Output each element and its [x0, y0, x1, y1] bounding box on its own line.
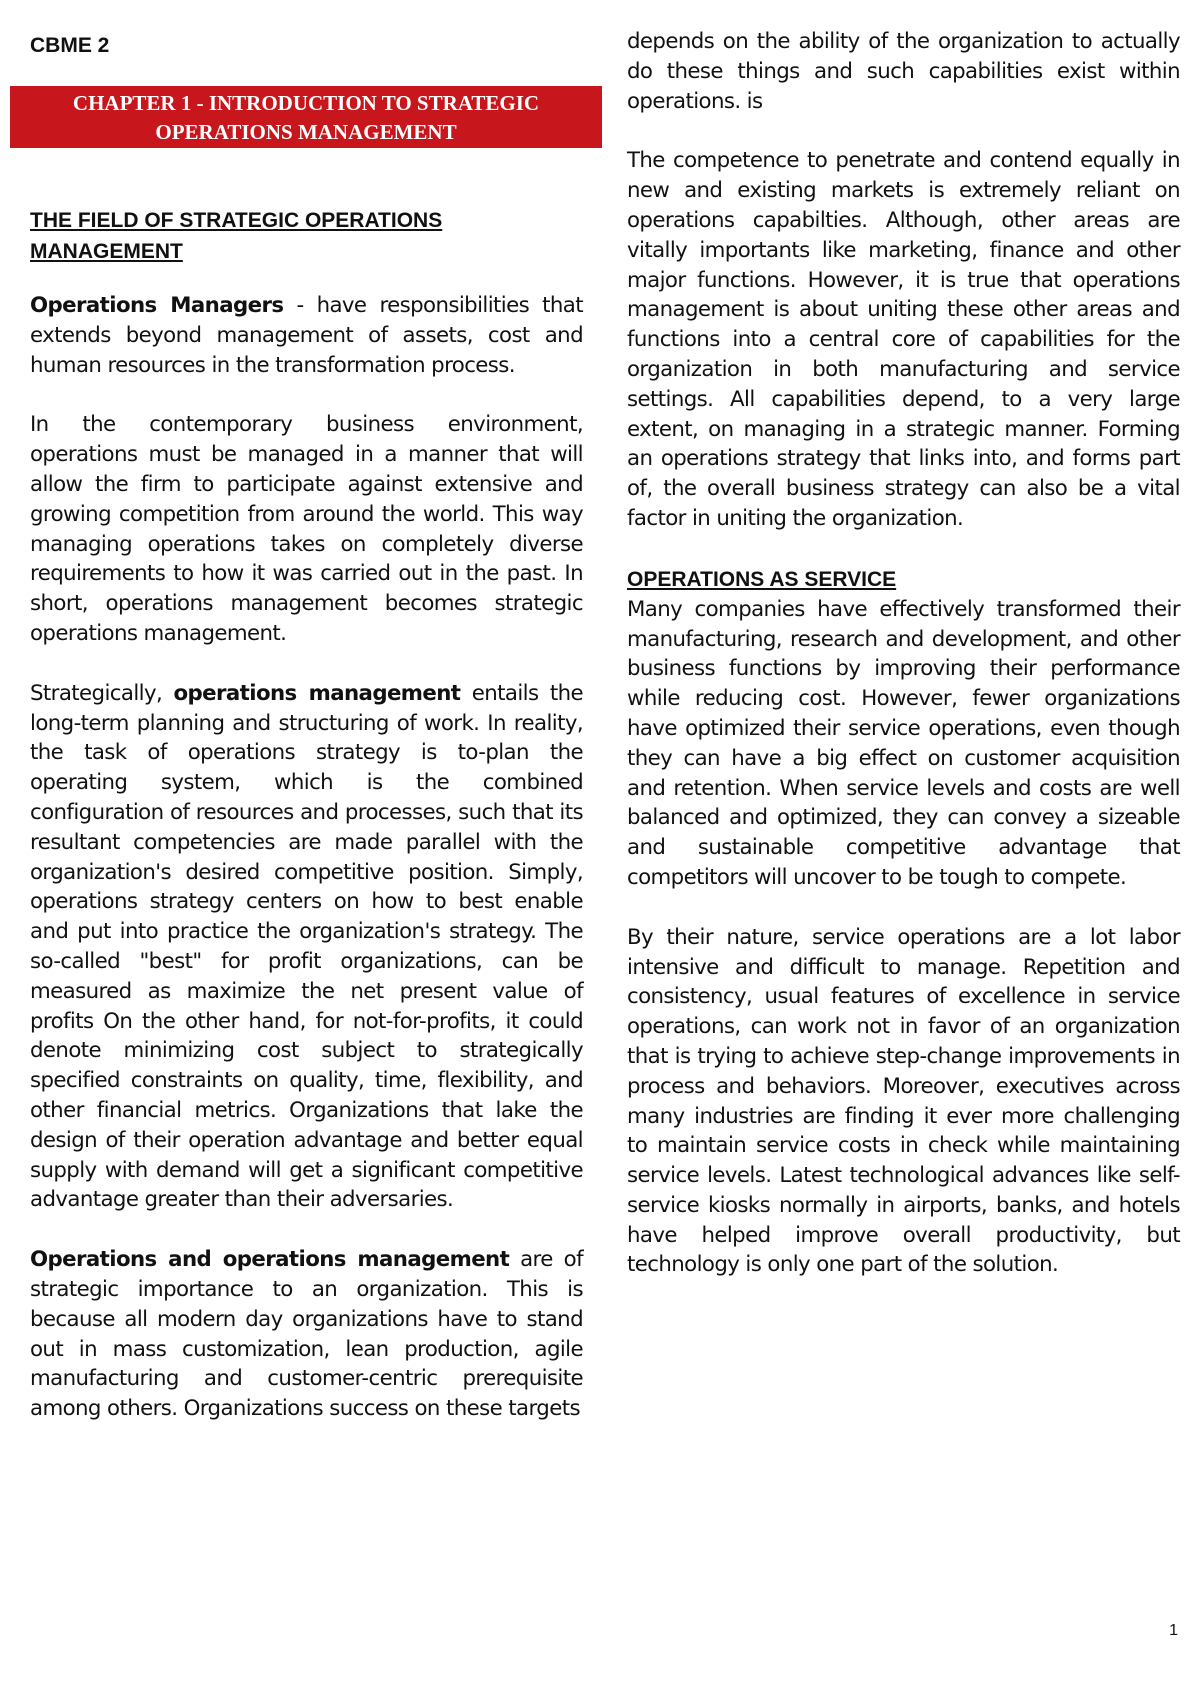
page-number: 1 — [1169, 1622, 1178, 1639]
section-heading-operations-as-service: OPERATIONS AS SERVICE — [627, 567, 897, 591]
paragraph-contemporary-environment: In the contemporary business environment, operations must be managed in a manner that will allow the firm to participate against extensive and growing competition from around the world. This way managing operations takes on completely diverse requirements to how it was carried out in the past. In short, operations management becomes strategic operations management. — [30, 412, 583, 646]
paragraph-text: - have responsibilities that extends beyond management of assets, cost and human resources in the transformation process. — [30, 293, 583, 378]
course-code: CBME 2 — [30, 34, 110, 57]
section-heading-line2: MANAGEMENT — [30, 240, 183, 263]
right-column — [627, 27, 1180, 1280]
term-operations-and-management: Operations and operations management — [30, 1247, 510, 1273]
paragraph-continued: depends on the ability of the organization to actually do these things and such capabilities exist within operations. is — [627, 29, 1180, 114]
left-column — [30, 205, 583, 1424]
term-operations-managers: Operations Managers — [30, 293, 284, 318]
section-heading-field — [30, 205, 583, 267]
chapter-title-line2: OPERATIONS MANAGEMENT — [155, 120, 457, 144]
paragraph-many-companies: Many companies have effectively transformed their manufacturing, research and development, and other business functions by improving their performance while reducing cost. However, fewer organizations have optimized their service operations, even though they can have a big effect on customer acquisition and retention. When service levels and costs are well balanced and optimized, they can convey a sizeable and sustainable competitive advantage that competitors will uncover to be tough to compete. — [627, 596, 1180, 890]
chapter-title-banner — [10, 86, 602, 148]
term-operations-management: operations management — [173, 680, 461, 706]
paragraph-operations-managers — [30, 291, 583, 380]
paragraph-text: entails the long-term planning and structuring of work. In reality, the task of operations strategy is to-plan the operating system, which is the combined configuration of resources and processes, such that its resultant competencies are made parallel with the organization's desired competitive position. Simply, operations strategy centers on how to best enable and put into practice the organization's strategy. The so-called "best" for profit organizations, can be measured as maximize the net present value of profits On the other hand, for not-for-profits, it could denote minimizing cost subject to strategically specified constraints on quality, time, flexibility, and other financial metrics. Organizations that lake the design of their operation advantage and better equal supply with demand will get a significant competitive advantage greater than their adversaries. — [30, 680, 583, 1213]
chapter-title-line1: CHAPTER 1 - INTRODUCTION TO STRATEGIC — [72, 91, 540, 115]
paragraph-strategically — [30, 679, 583, 1215]
paragraph-competence: The competence to penetrate and contend equally in new and existing markets is extremely reliant on operations capabilties. Although, other areas are vitally importants like marketing, finance and other major functions. However, it is true that operations management is about uniting these other areas and functions into a central core of capabilities for the organization in both manufacturing and service settings. All capabilities depend, to a very large extent, on managing in a strategic manner. Forming an operations strategy that links into, and forms part of, the overall business strategy can also be a vital factor in uniting the organization. — [627, 148, 1180, 531]
section-heading-line1: THE FIELD OF STRATEGIC OPERATIONS — [30, 209, 443, 232]
paragraph-text: are of strategic importance to an organization. This is because all modern day organizations have to stand out in mass customization, lean production, agile manufacturing and customer-centric prerequisite among others. Organizations success on these targets — [30, 1247, 583, 1422]
paragraph-by-their-nature: By their nature, service operations are a lot labor intensive and difficult to manage. Repetition and consistency, usual features of excellence in service operations, can work not in favor of an organization that is trying to achieve step-change improvements in process and behaviors. Moreover, executives across many industries are finding it ever more challenging to maintain service costs in check while maintaining service levels. Latest technological advances like self-service kiosks normally in airports, banks, and hotels have helped improve overall productivity, but technology is only one part of the solution. — [627, 924, 1180, 1278]
paragraph-strategic-importance — [30, 1245, 583, 1424]
paragraph-lead: Strategically, — [30, 680, 174, 706]
